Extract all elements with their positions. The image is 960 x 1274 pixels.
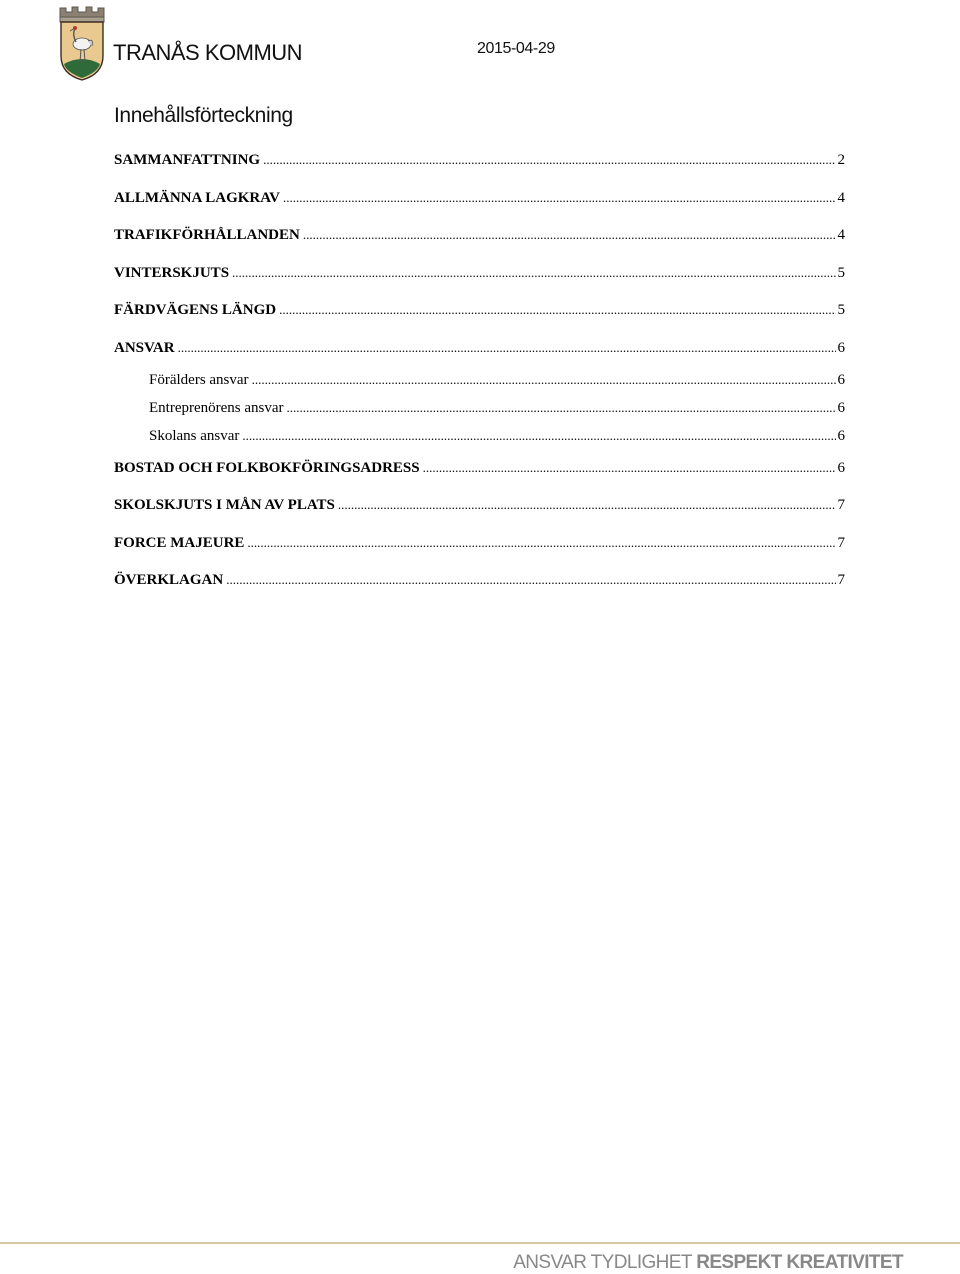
toc-entry-page: 6 [837,428,845,444]
toc-dot-leader [252,372,836,388]
toc-dot-leader [423,460,836,476]
toc-entry[interactable] [149,428,845,450]
table-of-contents [0,0,960,620]
toc-dot-leader [226,572,835,588]
toc-entry-page: 6 [837,340,845,356]
toc-entry-page: 2 [837,152,845,168]
toc-entry-page: 7 [837,497,845,513]
toc-entry[interactable] [114,460,845,482]
toc-entry-title: FÄRDVÄGENS LÄNGD [114,302,277,318]
toc-dot-leader [303,227,836,243]
toc-entry[interactable] [114,340,845,362]
document-date: 2015-04-29 [477,40,555,57]
toc-entry-title: ÖVERKLAGAN [114,572,224,588]
toc-entry-page: 6 [837,400,845,416]
motto-light: ANSVAR TYDLIGHET [513,1252,697,1273]
toc-dot-leader [247,535,835,551]
toc-entry-title: ALLMÄNNA LAGKRAV [114,190,280,206]
toc-entry[interactable] [114,152,845,174]
toc-entry[interactable] [114,497,845,519]
toc-entry[interactable] [114,265,845,287]
toc-entry-page: 4 [837,227,845,243]
footer-divider [0,1242,960,1244]
toc-entry[interactable] [114,190,845,212]
toc-entry-page: 4 [837,190,845,206]
toc-entry-title: Förälders ansvar [149,372,249,388]
toc-entry-title: SAMMANFATTNING [114,152,261,168]
toc-entry-page: 7 [837,535,845,551]
toc-entry[interactable] [149,400,845,422]
toc-entry-title: Entreprenörens ansvar [149,400,284,416]
motto-bold: RESPEKT KREATIVITET [696,1252,903,1273]
toc-dot-leader [279,302,835,318]
toc-entry-title: VINTERSKJUTS [114,265,230,281]
toc-dot-leader [338,497,836,513]
toc-dot-leader [178,340,836,356]
toc-entry[interactable] [114,227,845,249]
toc-entry-page: 5 [837,302,845,318]
toc-dot-leader [287,400,836,416]
toc-entry-page: 6 [837,460,845,476]
toc-dot-leader [232,265,835,281]
toc-entry-title: TRAFIKFÖRHÅLLANDEN [114,227,300,243]
toc-dot-leader [242,428,835,444]
toc-entry-title: SKOLSKJUTS I MÅN AV PLATS [114,497,335,513]
footer-motto [513,1252,903,1274]
toc-entry-title: ANSVAR [114,340,175,356]
toc-entry[interactable] [114,302,845,324]
org-name: TRANÅS KOMMUN [113,40,303,65]
toc-entry[interactable] [114,572,845,594]
toc-entry[interactable] [114,535,845,557]
toc-entry-title: FORCE MAJEURE [114,535,245,551]
toc-dot-leader [283,190,836,206]
toc-entry-page: 5 [837,265,845,281]
toc-dot-leader [263,152,835,168]
toc-entry-page: 7 [837,572,845,588]
toc-entry-title: BOSTAD OCH FOLKBOKFÖRINGSADRESS [114,460,420,476]
toc-entry-page: 6 [837,372,845,388]
toc-entry-title: Skolans ansvar [149,428,240,444]
toc-entry[interactable] [149,372,845,394]
toc-heading: Innehållsförteckning [114,104,293,127]
